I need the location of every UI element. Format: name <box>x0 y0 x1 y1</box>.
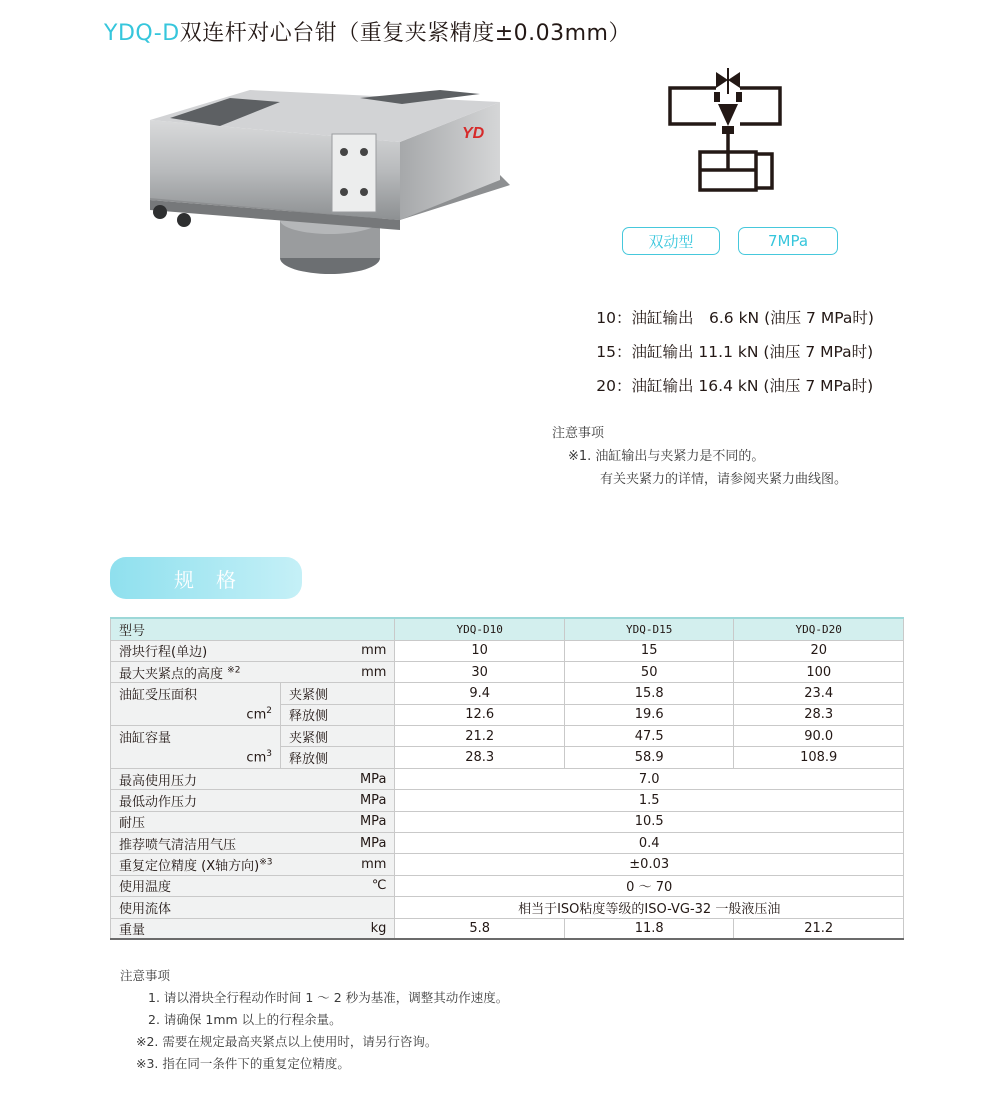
table-row: 油缸容量 夹紧侧 21.2 47.5 90.0 <box>111 726 904 747</box>
row-unit: mm <box>280 854 394 875</box>
table-row: 最大夹紧点的高度 $^{※2}$ mm 30 50 100 <box>111 661 904 682</box>
table-row: 重量 kg 5.8 11.8 21.2 <box>111 918 904 939</box>
title-model: YDQ-D <box>104 21 180 46</box>
pressure-tag: 7MPa <box>738 227 838 255</box>
row-label: 耐压 <box>111 811 281 832</box>
row-label: 滑块行程(单边) <box>111 640 281 661</box>
table-row: 最高使用压力 MPa 7.0 <box>111 768 904 789</box>
table-row: 耐压 MPa 10.5 <box>111 811 904 832</box>
table-row: 推荐喷气清洁用气压 MPa 0.4 <box>111 833 904 854</box>
row-unit: mm <box>280 661 394 682</box>
note-item: 2. 请确保 1mm 以上的行程余量。 <box>148 1012 342 1027</box>
row-unit <box>280 897 394 918</box>
row-unit: MPa <box>280 811 394 832</box>
row-unit: mm <box>280 640 394 661</box>
row-sublabel: 夹紧侧 <box>280 683 394 704</box>
row-label: 油缸容量 <box>111 726 281 747</box>
table-row <box>111 618 904 640</box>
vise-product-photo <box>140 80 520 290</box>
row-sublabel: 释放侧 <box>280 704 394 725</box>
row-unit: MPa <box>280 790 394 811</box>
spec-table <box>110 617 904 940</box>
notes-bottom <box>120 965 508 1075</box>
output-row: 10：油缸输出 6.6 kN (油压 7 MPa时) <box>596 309 874 327</box>
cylinder-output-list <box>594 306 874 408</box>
note-top <box>552 422 847 491</box>
row-label: 推荐喷气清洁用气压 <box>111 833 281 854</box>
col-header: YDQ-D10 <box>395 618 565 640</box>
col-header: YDQ-D15 <box>564 618 734 640</box>
note-line: 有关夹紧力的详情，请参阅夹紧力曲线图。 <box>600 472 848 487</box>
table-row: 油缸受压面积 夹紧侧 9.4 15.8 23.4 <box>111 683 904 704</box>
notes-heading: 注意事项 <box>120 968 171 983</box>
row-label: 油缸受压面积 <box>111 683 281 704</box>
page-title <box>104 16 631 47</box>
note-item: ※2. 需要在规定最高夹紧点以上使用时，请另行咨询。 <box>136 1034 438 1049</box>
table-row: $cm^3$ 释放侧 28.3 58.9 108.9 <box>111 747 904 768</box>
note-item: 1. 请以滑块全行程动作时间 1 ～ 2 秒为基准，调整其动作速度。 <box>148 990 509 1005</box>
col-header: YDQ-D20 <box>734 618 904 640</box>
row-label: 重复定位精度 (X轴方向)$^{※3}$ <box>111 854 281 875</box>
row-sublabel: 释放侧 <box>280 747 394 768</box>
row-sublabel: 夹紧侧 <box>280 726 394 747</box>
row-label: 最低动作压力 <box>111 790 281 811</box>
table-head-label: 型号 <box>111 618 395 640</box>
table-row: 重复定位精度 (X轴方向)$^{※3}$ mm ±0.03 <box>111 854 904 875</box>
note-item: ※3. 指在同一条件下的重复定位精度。 <box>136 1056 350 1071</box>
row-unit: $cm^3$ <box>111 747 281 768</box>
output-row: 20：油缸输出 16.4 kN (油压 7 MPa时) <box>596 377 874 395</box>
output-row: 15：油缸输出 11.1 kN (油压 7 MPa时) <box>596 343 874 361</box>
row-unit: kg <box>280 918 394 939</box>
type-tag: 双动型 <box>622 227 720 255</box>
row-label: 最高使用压力 <box>111 768 281 789</box>
table-row: 使用温度 ℃ 0 ～ 70 <box>111 875 904 896</box>
table-row: 滑块行程(单边) mm 10 15 20 <box>111 640 904 661</box>
note-heading: 注意事项 <box>552 426 605 441</box>
note-line: ※1. 油缸输出与夹紧力是不同的。 <box>568 449 765 464</box>
row-label: 使用温度 <box>111 875 281 896</box>
hydraulic-symbol-icon <box>660 64 790 199</box>
row-label: 使用流体 <box>111 897 281 918</box>
row-label: 重量 <box>111 918 281 939</box>
spec-heading: 规格 <box>110 557 302 599</box>
row-unit: ℃ <box>280 875 394 896</box>
row-unit: MPa <box>280 768 394 789</box>
table-row: $cm^2$ 释放侧 12.6 19.6 28.3 <box>111 704 904 725</box>
title-name: 双连杆对心台钳（重复夹紧精度±0.03mm） <box>179 21 631 46</box>
table-row: 使用流体 相当于ISO粘度等级的ISO-VG-32 一般液压油 <box>111 897 904 918</box>
row-unit: MPa <box>280 833 394 854</box>
row-label: 最大夹紧点的高度 $^{※2}$ <box>111 661 281 682</box>
table-row: 最低动作压力 MPa 1.5 <box>111 790 904 811</box>
row-unit: $cm^2$ <box>111 704 281 725</box>
logo-mark: YD <box>462 125 485 142</box>
